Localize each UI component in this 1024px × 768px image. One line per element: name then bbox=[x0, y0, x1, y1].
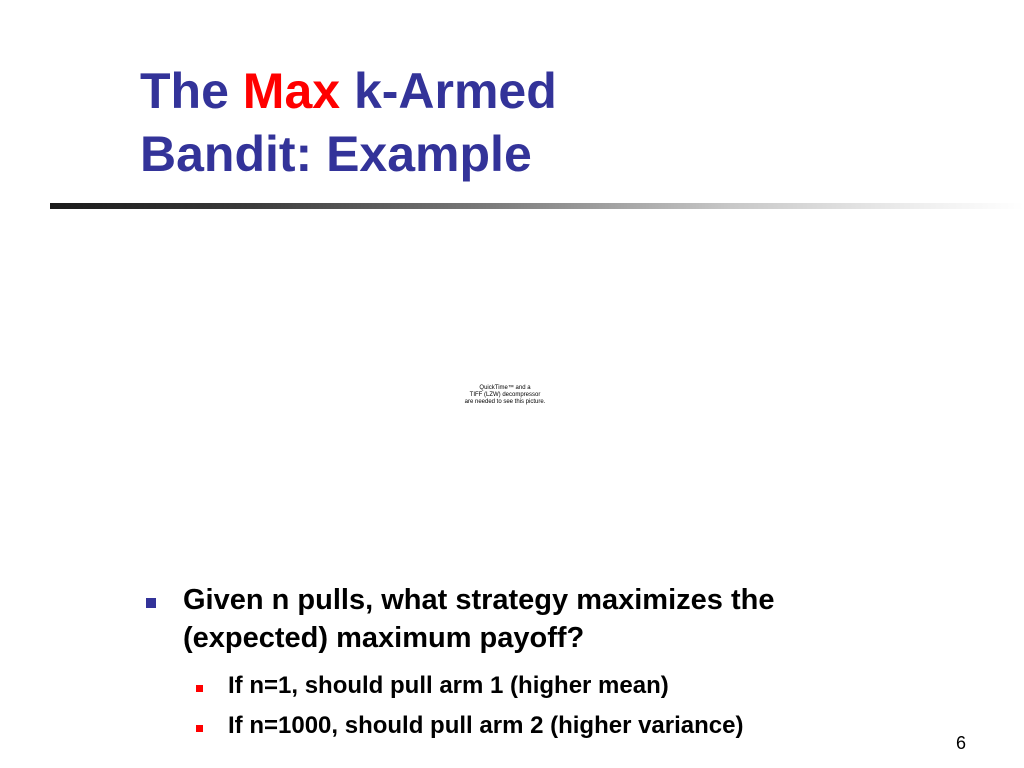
title-part-2: k-Armed bbox=[340, 63, 557, 119]
sub-bullet-square-icon bbox=[196, 685, 203, 692]
placeholder-line-1: QuickTime™ and a bbox=[479, 385, 531, 391]
placeholder-line-3: are needed to see this picture. bbox=[464, 399, 546, 405]
title-highlight-max: Max bbox=[242, 63, 341, 119]
sub-bullet-square-icon bbox=[196, 725, 203, 732]
bullet-square-icon bbox=[146, 598, 156, 608]
placeholder-line-2: TIFF (LZW) decompressor bbox=[469, 392, 541, 398]
title-part-1: The bbox=[140, 63, 243, 119]
sub-bullet-1: If n=1, should pull arm 1 (higher mean) bbox=[228, 672, 669, 699]
slide-number: 6 bbox=[955, 733, 966, 753]
sub-bullet-2: If n=1000, should pull arm 2 (higher variance) bbox=[228, 712, 744, 739]
title-line-2: Bandit: Example bbox=[140, 126, 532, 182]
bullet-main: Given n pulls, what strategy maximizes the (expected) maximum payoff? bbox=[183, 584, 775, 654]
